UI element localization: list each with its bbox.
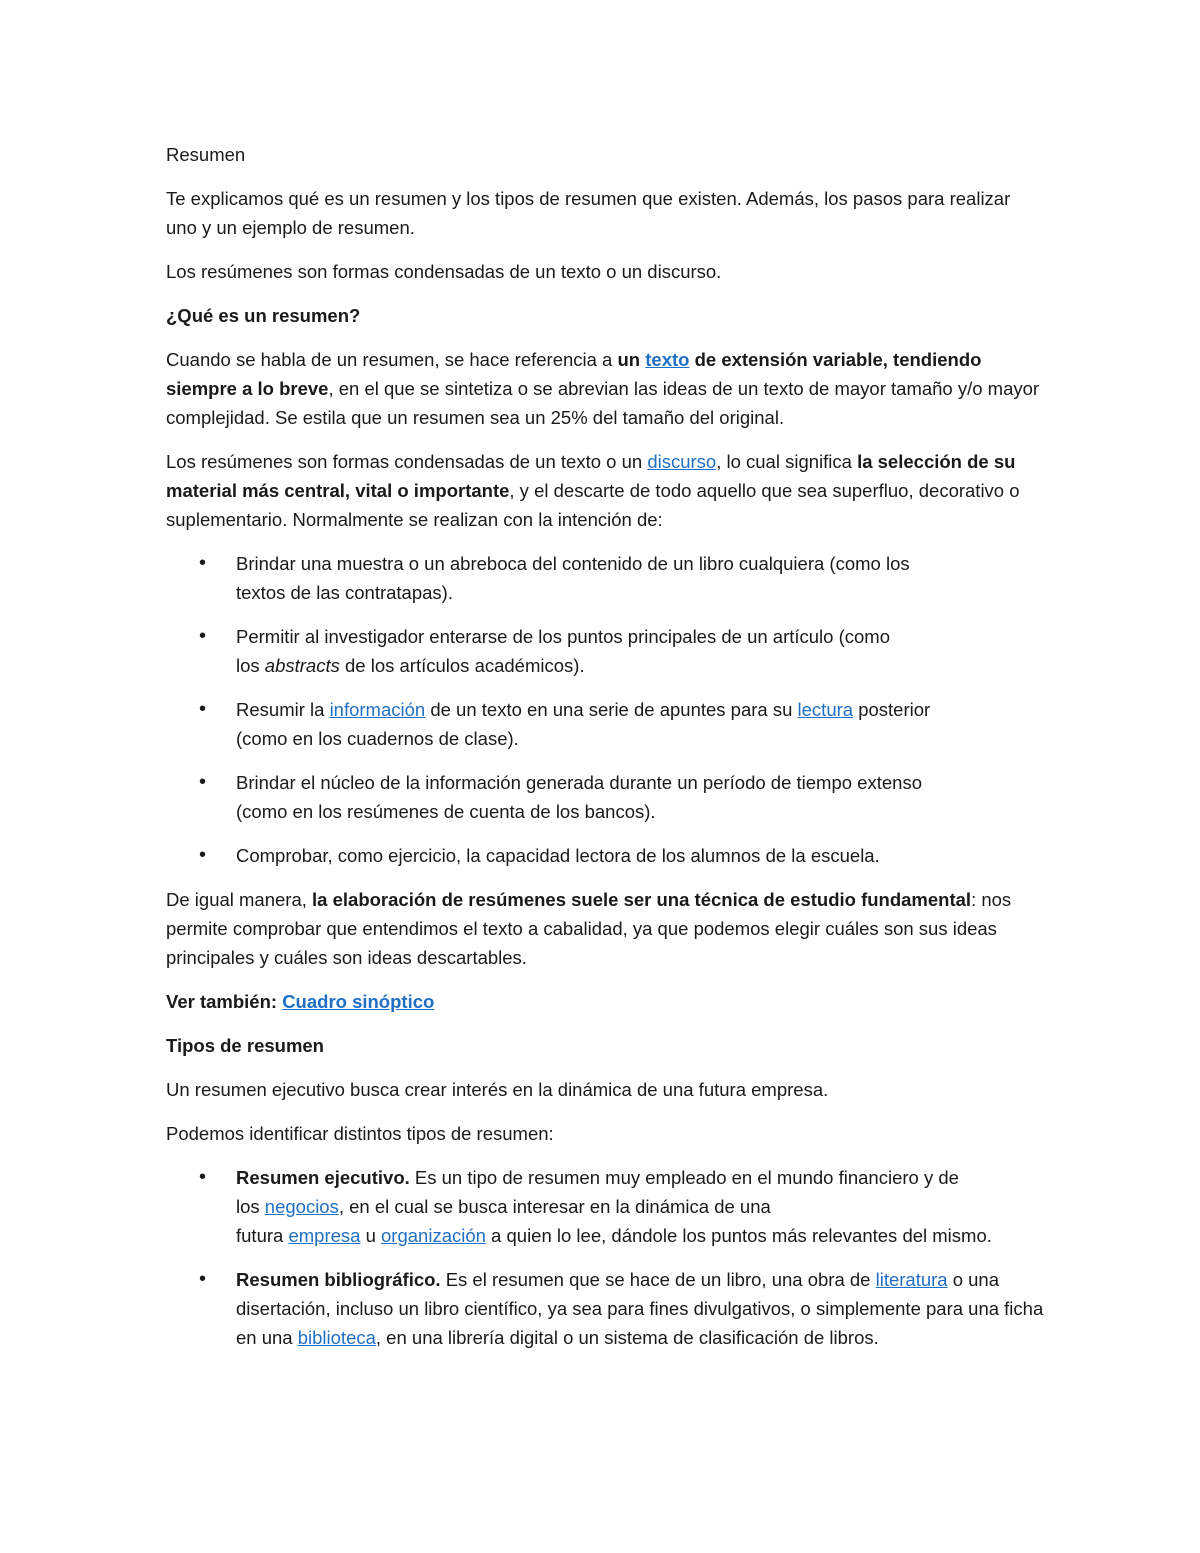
- text-run: , en una librería digital o un sistema de clasificación de libros.: [375, 1327, 879, 1348]
- definition-paragraph: [166, 345, 1046, 432]
- bullet-icon: •: [199, 625, 207, 647]
- list-item: [166, 768, 1046, 826]
- list-item-line: textos de las contratapas).: [236, 582, 453, 603]
- link-discurso[interactable]: discurso: [647, 451, 717, 472]
- text-run: futura: [236, 1225, 289, 1246]
- study-technique-paragraph: [166, 885, 1046, 972]
- list-item-line: [236, 1163, 1046, 1192]
- section-heading: [166, 1031, 1046, 1060]
- text-run: u: [360, 1225, 382, 1246]
- caption-paragraph: Los resúmenes son formas condensadas de un texto o un discurso.: [166, 261, 722, 282]
- list-item-line: [236, 695, 1046, 724]
- link-cuadro-sinoptico[interactable]: Cuadro sinóptico: [282, 991, 435, 1012]
- text-run: posterior: [853, 699, 931, 720]
- list-item: [166, 1163, 1046, 1250]
- document-body: [166, 140, 1046, 1367]
- link-organizacion[interactable]: organización: [381, 1225, 486, 1246]
- text-run: Los resúmenes son formas condensadas de un texto o un: [166, 451, 648, 472]
- section-heading-text: ¿Qué es un resumen?: [166, 305, 361, 326]
- text-run: Resumir la: [236, 699, 330, 720]
- text-run: Es un tipo de resumen muy empleado en el mundo financiero y de: [409, 1167, 959, 1188]
- intro-paragraph: Te explicamos qué es un resumen y los tipos de resumen que existen. Además, los pasos para realizar uno y un ejemplo de resumen.: [166, 188, 1011, 238]
- list-item: [166, 622, 1046, 680]
- see-also: [166, 987, 1046, 1016]
- list-item-line: Brindar una muestra o un abreboca del contenido de un libro cualquiera (como los: [236, 553, 910, 574]
- list-item: [166, 841, 1046, 870]
- link-biblioteca[interactable]: biblioteca: [297, 1327, 376, 1348]
- text-run: , y el descarte de todo aquello que sea superfluo, decorativo o suplementario. Normalmente se realizan con la intención de:: [166, 480, 1020, 530]
- italic-run: abstracts: [264, 655, 340, 676]
- link-lectura[interactable]: lectura: [797, 699, 854, 720]
- text-run: los: [236, 1196, 265, 1217]
- purpose-list: [166, 549, 1046, 870]
- bold-run: de extensión variable, tendiendo siempre a lo breve: [166, 349, 982, 399]
- list-item: [166, 549, 1046, 607]
- bold-run: un: [617, 349, 646, 370]
- list-item-line: Permitir al investigador enterarse de los puntos principales de un artículo (como: [236, 626, 890, 647]
- bullet-icon: •: [199, 1268, 207, 1290]
- list-item-line: Comprobar, como ejercicio, la capacidad lectora de los alumnos de la escuela.: [236, 845, 880, 866]
- text-run: Cuando se habla de un resumen, se hace referencia a: [166, 349, 618, 370]
- text-run: a quien lo lee, dándole los puntos más relevantes del mismo.: [485, 1225, 992, 1246]
- link-texto[interactable]: texto: [645, 349, 690, 370]
- text-run: de los artículos académicos).: [339, 655, 585, 676]
- list-item-line: (como en los resúmenes de cuenta de los bancos).: [236, 801, 656, 822]
- types-intro-paragraph: Podemos identificar distintos tipos de resumen:: [166, 1123, 554, 1144]
- see-also-label: Ver también:: [166, 991, 278, 1012]
- bullet-icon: •: [199, 771, 207, 793]
- text-run: los: [236, 655, 265, 676]
- link-empresa[interactable]: empresa: [288, 1225, 361, 1246]
- list-item-line: [236, 1192, 1046, 1221]
- list-item-line: (como en los cuadernos de clase).: [236, 728, 519, 749]
- text-run: o una disertación, incluso un libro científico, ya sea para fines divulgativos, o simplemente para una ficha en una: [236, 1269, 1044, 1348]
- summary-paragraph: [166, 447, 1046, 534]
- bold-run: la elaboración de resúmenes suele ser una técnica de estudio fundamental: [312, 889, 972, 910]
- link-informacion[interactable]: información: [329, 699, 426, 720]
- bullet-icon: •: [199, 1166, 207, 1188]
- text-run: , lo cual significa: [716, 451, 858, 472]
- list-item-line: [236, 651, 1046, 680]
- section-heading: [166, 301, 1046, 330]
- text-run: De igual manera,: [166, 889, 313, 910]
- list-item-line: [236, 1221, 1046, 1250]
- caption-paragraph: Un resumen ejecutivo busca crear interés en la dinámica de una futura empresa.: [166, 1079, 829, 1100]
- list-item-line: Brindar el núcleo de la información generada durante un período de tiempo extenso: [236, 772, 922, 793]
- link-literatura[interactable]: literatura: [875, 1269, 948, 1290]
- list-item: [166, 1265, 1046, 1352]
- types-list: [166, 1163, 1046, 1352]
- link-negocios[interactable]: negocios: [264, 1196, 339, 1217]
- text-run: : nos permite comprobar que entendimos el texto a cabalidad, ya que podemos elegir cuáles son sus ideas principales y cuáles son ideas descartables.: [166, 889, 1012, 968]
- bullet-icon: •: [199, 552, 207, 574]
- text-run: Es el resumen que se hace de un libro, una obra de: [440, 1269, 876, 1290]
- bullet-icon: •: [199, 844, 207, 866]
- bold-run: Resumen bibliográfico.: [236, 1269, 441, 1290]
- document-title: Resumen: [166, 144, 246, 165]
- list-item-text: [236, 1269, 1043, 1348]
- text-run: de un texto en una serie de apuntes para su: [425, 699, 798, 720]
- text-run: , en el cual se busca interesar en la dinámica de una: [338, 1196, 771, 1217]
- list-item: [166, 695, 1046, 753]
- section-heading-text: Tipos de resumen: [166, 1035, 324, 1056]
- text-run: , en el que se sintetiza o se abrevian las ideas de un texto de mayor tamaño y/o mayor complejidad. Se estila que un resumen sea un 25% del tamaño del original.: [166, 378, 1040, 428]
- bold-run: Resumen ejecutivo.: [236, 1167, 410, 1188]
- bold-run: la selección de su material más central, vital o importante: [166, 451, 1016, 501]
- bullet-icon: •: [199, 698, 207, 720]
